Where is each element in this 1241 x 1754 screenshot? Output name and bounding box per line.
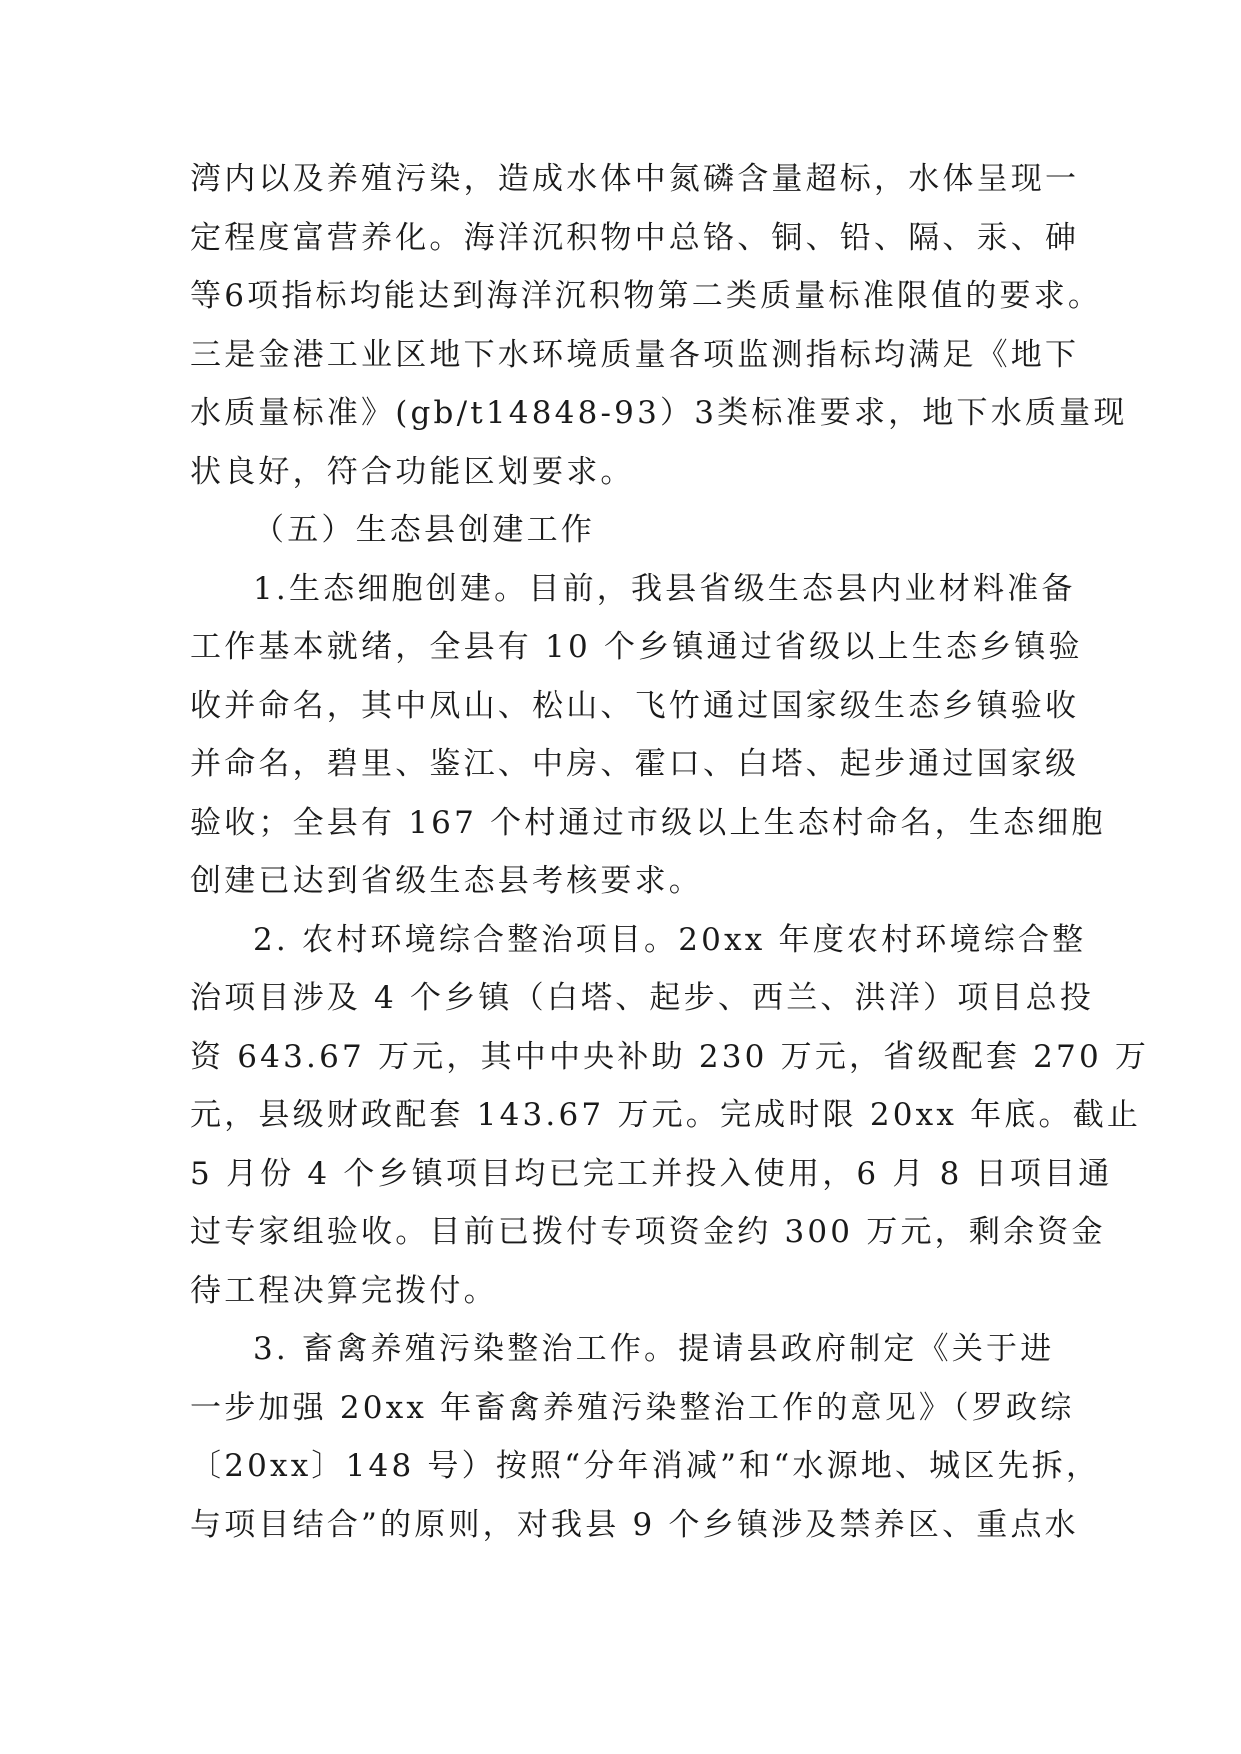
text-line: 收并命名，其中凤山、松山、飞竹通过国家级生态乡镇验收 <box>190 687 1080 724</box>
text-line: 治项目涉及 4 个乡镇（白塔、起步、西兰、洪洋）项目总投 <box>190 980 1095 1016</box>
text-line: 定程度富营养化。海洋沉积物中总铬、铜、铅、隔、汞、砷 <box>190 219 1080 256</box>
section-heading: （五）生态县创建工作 <box>253 512 595 548</box>
text-line: 三是金港工业区地下水环境质量各项监测指标均满足《地下 <box>190 336 1080 373</box>
text-line: 一步加强 20xx 年畜禽养殖污染整治工作的意见》（罗政综 <box>190 1389 1075 1426</box>
text-line: 创建已达到省级生态县考核要求。 <box>190 863 703 899</box>
text-line: 状良好，符合功能区划要求。 <box>190 453 635 490</box>
document-body <box>190 150 1150 1554</box>
paragraph-start-line: 1.生态细胞创建。目前，我县省级生态县内业材料准备 <box>253 570 1076 607</box>
text-line: 与项目结合”的原则，对我县 9 个乡镇涉及禁养区、重点水 <box>190 1506 1079 1543</box>
text-line: 并命名，碧里、鉴江、中房、霍口、白塔、起步通过国家级 <box>190 746 1080 782</box>
text-line: 5 月份 4 个乡镇项目均已完工并投入使用，6 月 8 日项目通 <box>190 1155 1113 1192</box>
text-line: 水质量标准》(gb/t14848-93）3类标准要求，地下水质量现 <box>190 395 1128 431</box>
paragraph-start-line: 2. 农村环境综合整治项目。20xx 年度农村环境综合整 <box>253 921 1087 958</box>
text-line: 〔20xx〕148 号）按照“分年消减”和“水源地、城区先拆， <box>190 1448 1101 1484</box>
text-line: 湾内以及养殖污染，造成水体中氮磷含量超标，水体呈现一 <box>190 161 1080 197</box>
text-line: 验收；全县有 167 个村通过市级以上生态村命名，生态细胞 <box>190 804 1106 841</box>
text-line: 资 643.67 万元，其中中央补助 230 万元，省级配套 270 万 <box>190 1038 1150 1075</box>
text-line: 元，县级财政配套 143.67 万元。完成时限 20xx 年底。截止 <box>190 1097 1142 1133</box>
text-line: 过专家组验收。目前已拨付专项资金约 300 万元，剩余资金 <box>190 1214 1106 1250</box>
text-line: 待工程决算完拨付。 <box>190 1272 498 1309</box>
text-line: 工作基本就绪，全县有 10 个乡镇通过省级以上生态乡镇验 <box>190 629 1083 665</box>
text-line: 等6项指标均能达到海洋沉积物第二类质量标准限值的要求。 <box>190 278 1103 314</box>
paragraph-start-line: 3. 畜禽养殖污染整治工作。提请县政府制定《关于进 <box>253 1331 1055 1367</box>
